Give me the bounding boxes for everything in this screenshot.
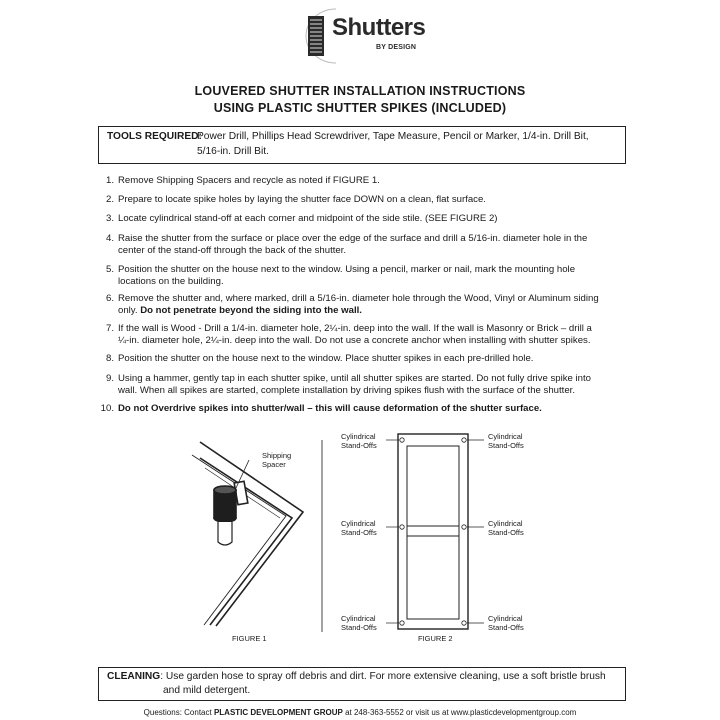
step-text: wall. When all spikes are started, complete installation by driving spikes flush with the surface of the shutter. bbox=[118, 385, 575, 396]
cleaning-text: : Use garden hose to spray off debris and dirt. For more extensive cleaning, use a soft bristle brush bbox=[160, 671, 606, 682]
figure1-caption: FIGURE 1 bbox=[232, 634, 267, 643]
step-text: Position the shutter on the house next to the window. Using a pencil, marker or nail, mark the mounting hole bbox=[118, 264, 576, 275]
step-text-plain: only. bbox=[118, 305, 141, 316]
step-text: Using a hammer, gently tap in each shutter spike, until all shutter spikes are started. Do not fully drive spike into bbox=[118, 373, 591, 384]
figures-area bbox=[0, 420, 720, 650]
callout-text: Cylindrical bbox=[488, 614, 523, 623]
figure1-drawing bbox=[192, 442, 303, 626]
step-text: Locate cylindrical stand-off at each corner and midpoint of the side stile. (SEE FIGURE 2) bbox=[118, 213, 498, 224]
step-number: 4. bbox=[105, 233, 114, 244]
callout-text: Shipping bbox=[262, 451, 292, 460]
callout-text: Cylindrical bbox=[488, 519, 523, 528]
callout-text: Cylindrical bbox=[488, 432, 523, 441]
footer-company: PLASTIC DEVELOPMENT GROUP bbox=[213, 708, 343, 717]
tools-list-line1: Power Drill, Phillips Head Screwdriver, Tape Measure, Pencil or Marker, 1/4-in. Drill Bit, bbox=[197, 131, 589, 142]
callout-text: Cylindrical bbox=[341, 432, 376, 441]
step-number: 6. bbox=[105, 293, 114, 304]
document-title-line1: LOUVERED SHUTTER INSTALLATION INSTRUCTIONS bbox=[194, 84, 526, 98]
callout-text: Cylindrical bbox=[341, 519, 376, 528]
tools-required-box bbox=[98, 126, 626, 164]
step-warning-text: Do not Overdrive spikes into shutter/wall – this will cause deformation of the shutter surface. bbox=[118, 403, 542, 414]
standoff-callout-bottom-left bbox=[341, 614, 377, 632]
step-number: 5. bbox=[105, 264, 114, 275]
callout-text: Cylindrical bbox=[341, 614, 376, 623]
cleaning-line1 bbox=[107, 671, 606, 682]
footer-prefix: Questions: Contact bbox=[143, 708, 214, 717]
step-number: 8. bbox=[105, 353, 114, 364]
standoff-callout-bottom-right bbox=[488, 614, 524, 632]
callout-text: Stand-Offs bbox=[341, 441, 377, 450]
standoff-callout-mid-right bbox=[488, 519, 524, 537]
step-text: center of the stand-off through the back of the shutter. bbox=[118, 245, 347, 256]
callout-text: Spacer bbox=[262, 460, 286, 469]
footer-contact bbox=[0, 708, 720, 717]
shipping-spacer-callout bbox=[262, 451, 291, 469]
footer-suffix: at 248-363-5552 or visit us at www.plasticdevelopmentgroup.com bbox=[342, 708, 577, 717]
callout-text: Stand-Offs bbox=[488, 528, 524, 537]
shutter-logo-icon bbox=[296, 6, 336, 66]
cleaning-line2: and mild detergent. bbox=[163, 685, 251, 696]
step-text: If the wall is Wood - Drill a 1/4-in. diameter hole, 2¼-in. deep into the wall. If the wall is Masonry or Brick – drill a bbox=[118, 323, 592, 334]
step-text: Remove the shutter and, where marked, drill a 5/16-in. diameter hole through the Wood, Vinyl or Aluminum siding bbox=[118, 293, 599, 304]
figure2-caption: FIGURE 2 bbox=[418, 634, 453, 643]
step-text: Remove Shipping Spacers and recycle as noted if FIGURE 1. bbox=[118, 175, 380, 186]
step-number: 3. bbox=[105, 213, 114, 224]
tools-list-line2: 5/16-in. Drill Bit. bbox=[197, 146, 269, 157]
shutters-by-design-logo bbox=[296, 6, 426, 66]
callout-text: Stand-Offs bbox=[488, 623, 524, 632]
standoff-callout-top-left bbox=[341, 432, 377, 450]
step-warning-text: Do not penetrate beyond the siding into the wall. bbox=[140, 305, 362, 316]
standoff-callout-top-right bbox=[488, 432, 524, 450]
cleaning-box bbox=[98, 667, 626, 701]
step-text: Position the shutter on the house next to the window. Place shutter spikes in each pre-drilled hole. bbox=[118, 353, 534, 364]
step-text: Raise the shutter from the surface or place over the edge of the surface and drill a 5/16-in. diameter hole in the bbox=[118, 233, 588, 244]
standoff-callout-mid-left bbox=[341, 519, 377, 537]
step-text: Prepare to locate spike holes by laying the shutter face DOWN on a clean, flat surface. bbox=[118, 194, 486, 205]
callout-text: Stand-Offs bbox=[341, 623, 377, 632]
step-text: locations on the building. bbox=[118, 276, 224, 287]
tools-required-label: TOOLS REQUIRED: bbox=[107, 131, 202, 142]
step-number: 1. bbox=[105, 175, 114, 186]
step-text: ¼-in. diameter hole, 2¼-in. deep into the wall. Do not use a concrete anchor when installing with shutter spikes. bbox=[118, 335, 591, 346]
step-number: 10. bbox=[100, 403, 114, 414]
logo-subtitle: BY DESIGN bbox=[376, 44, 417, 51]
logo-wordmark: Shutters bbox=[332, 14, 426, 41]
cleaning-label: CLEANING bbox=[107, 671, 161, 682]
step-number: 7. bbox=[105, 323, 114, 334]
callout-text: Stand-Offs bbox=[341, 528, 377, 537]
callout-text: Stand-Offs bbox=[488, 441, 524, 450]
step-number: 2. bbox=[105, 194, 114, 205]
step-text-line2 bbox=[118, 305, 618, 317]
step-number: 9. bbox=[105, 373, 114, 384]
figure2-drawing bbox=[386, 434, 484, 629]
document-title-line2: USING PLASTIC SHUTTER SPIKES (INCLUDED) bbox=[213, 101, 507, 115]
